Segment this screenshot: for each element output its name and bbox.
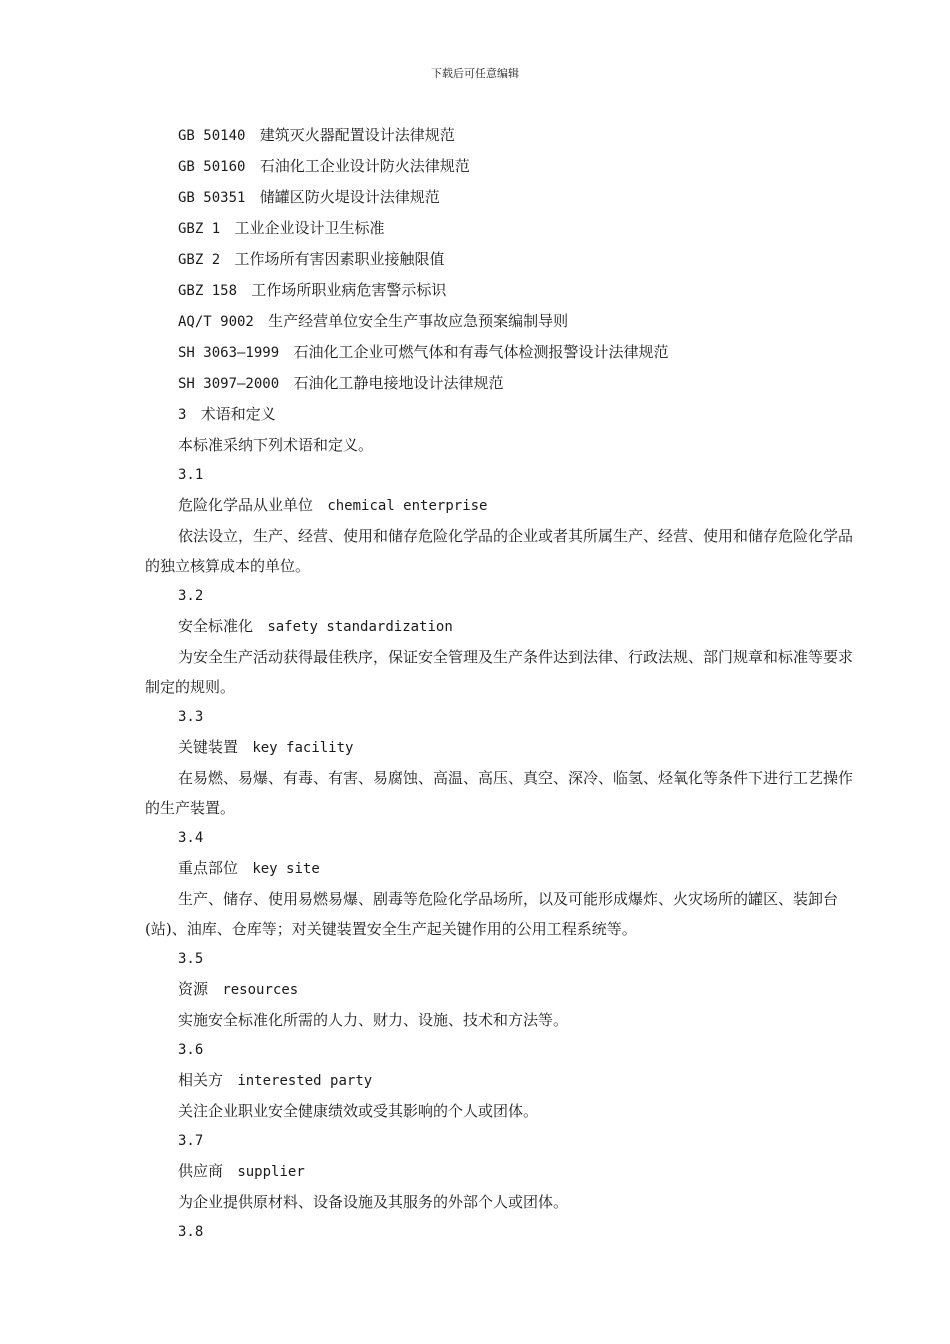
document-body <box>145 120 860 1247</box>
term-en: interested party <box>237 1073 373 1089</box>
reference-title: 工作场所职业病危害警示标识 <box>251 281 447 299</box>
reference-item <box>145 182 860 213</box>
term-zh: 重点部位 <box>178 859 239 877</box>
reference-item <box>145 213 860 244</box>
term-zh: 安全标准化 <box>178 617 254 635</box>
term-en: key site <box>252 861 320 877</box>
reference-title: 石油化工静电接地设计法律规范 <box>293 374 504 392</box>
term-zh: 相关方 <box>178 1071 224 1089</box>
reference-code: GBZ 2 <box>178 252 221 268</box>
reference-code: AQ/T 9002 <box>178 314 254 330</box>
term-heading <box>145 1156 860 1187</box>
term-heading <box>145 611 860 642</box>
reference-item <box>145 151 860 182</box>
reference-title: 储罐区防火堤设计法律规范 <box>259 188 440 206</box>
section-title: 术语和定义 <box>200 405 276 423</box>
reference-item <box>145 120 860 151</box>
term-zh: 资源 <box>178 980 209 998</box>
reference-code: GBZ 158 <box>178 283 238 299</box>
term-number: 3.4 <box>178 830 204 846</box>
term-en: resources <box>222 982 299 998</box>
reference-code: GBZ 1 <box>178 221 221 237</box>
term-zh: 关键装置 <box>178 738 239 756</box>
term-definition: 依法设立，生产、经营、使用和储存危险化学品的企业或者其所属生产、经营、使用和储存危险化学品的独立核算成本的单位。 <box>145 527 854 575</box>
term-definition: 关注企业职业安全健康绩效或受其影响的个人或团体。 <box>178 1102 539 1120</box>
term-definition: 在易燃、易爆、有毒、有害、易腐蚀、高温、高压、真空、深冷、临氢、烃氧化等条件下进行工艺操作的生产装置。 <box>145 769 854 817</box>
term-en: safety standardization <box>267 619 453 635</box>
term-definition: 生产、储存、使用易燃易爆、剧毒等危险化学品场所，以及可能形成爆炸、火灾场所的罐区、装卸台(站)、油库、仓库等；对关键装置安全生产起关键作用的公用工程系统等。 <box>145 890 839 938</box>
term-zh: 危险化学品从业单位 <box>178 496 314 514</box>
term-number: 3.1 <box>178 467 204 483</box>
term-en: key facility <box>252 740 354 756</box>
term-number: 3.6 <box>178 1042 204 1058</box>
reference-title: 工作场所有害因素职业接触限值 <box>234 250 445 268</box>
reference-item <box>145 337 860 368</box>
term-heading <box>145 853 860 884</box>
reference-item <box>145 275 860 306</box>
reference-item <box>145 368 860 399</box>
reference-item <box>145 244 860 275</box>
term-heading <box>145 490 860 521</box>
page-header: 下载后可任意编辑 <box>431 67 519 80</box>
reference-title: 石油化工企业设计防火法律规范 <box>259 157 470 175</box>
term-number: 3.3 <box>178 709 204 725</box>
reference-code: GB 50351 <box>178 190 246 206</box>
term-number: 3.7 <box>178 1133 204 1149</box>
reference-code: GB 50160 <box>178 159 246 175</box>
reference-title: 工业企业设计卫生标准 <box>234 219 385 237</box>
reference-code: SH 3063—1999 <box>178 345 280 361</box>
reference-title: 石油化工企业可燃气体和有毒气体检测报警设计法律规范 <box>293 343 669 361</box>
section-heading <box>145 399 860 430</box>
reference-code: SH 3097—2000 <box>178 376 280 392</box>
term-number: 3.8 <box>178 1224 204 1240</box>
term-number: 3.2 <box>178 588 204 604</box>
term-definition: 实施安全标准化所需的人力、财力、设施、技术和方法等。 <box>178 1011 569 1029</box>
term-definition: 为企业提供原材料、设备设施及其服务的外部个人或团体。 <box>178 1193 569 1211</box>
reference-title: 建筑灭火器配置设计法律规范 <box>259 126 455 144</box>
term-zh: 供应商 <box>178 1162 224 1180</box>
term-en: chemical enterprise <box>327 498 488 514</box>
section-number: 3 <box>178 407 187 423</box>
reference-item <box>145 306 860 337</box>
term-en: supplier <box>237 1164 305 1180</box>
reference-title: 生产经营单位安全生产事故应急预案编制导则 <box>268 312 569 330</box>
term-heading <box>145 974 860 1005</box>
term-heading <box>145 1065 860 1096</box>
term-definition: 为安全生产活动获得最佳秩序，保证安全管理及生产条件达到法律、行政法规、部门规章和标准等要求制定的规则。 <box>145 648 854 696</box>
term-heading <box>145 732 860 763</box>
reference-code: GB 50140 <box>178 128 246 144</box>
term-number: 3.5 <box>178 951 204 967</box>
section-intro: 本标准采纳下列术语和定义。 <box>178 436 374 454</box>
